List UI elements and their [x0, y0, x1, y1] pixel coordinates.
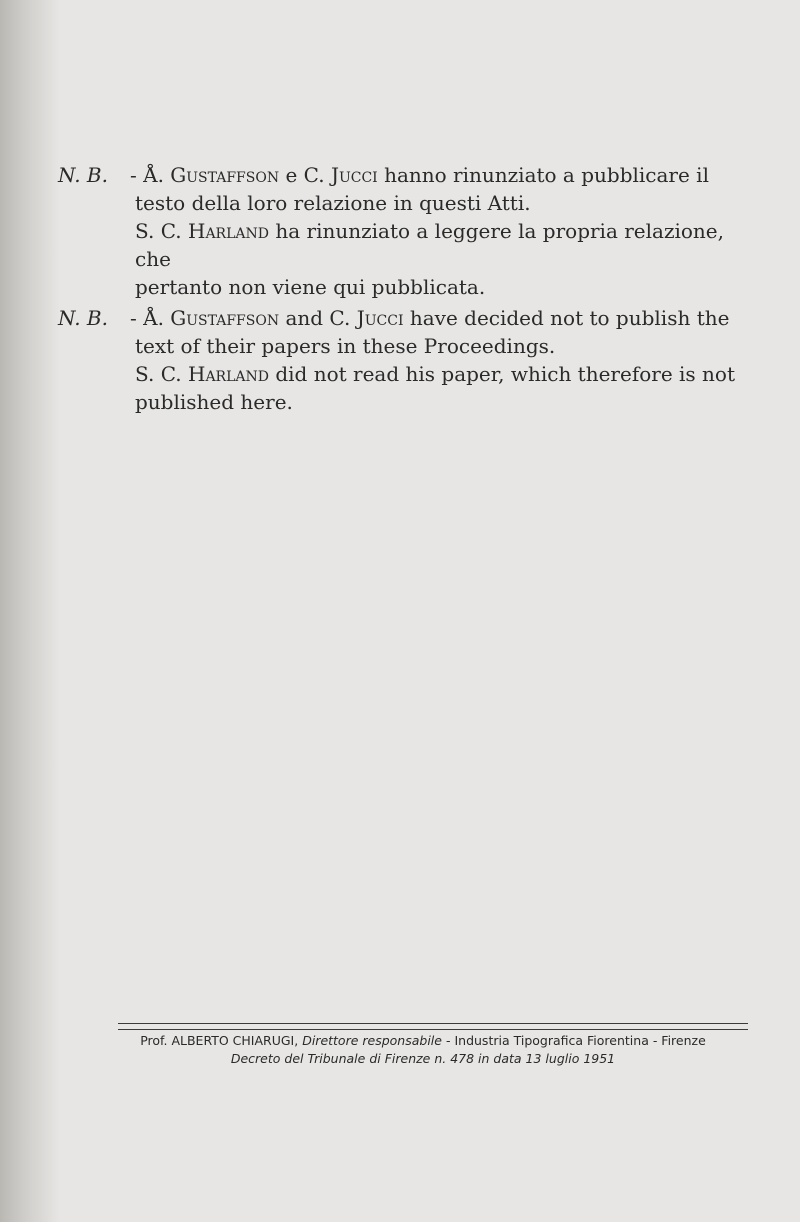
imprint-director: Prof. ALBERTO CHIARUGI, [140, 1033, 299, 1048]
note-english-line-3 [58, 360, 748, 388]
note-english-line-1 [58, 304, 748, 332]
line-3-rest: did not read his paper, which therefore is not [275, 362, 736, 386]
note-italian [58, 161, 748, 301]
author-gustaffson: Å. Gustaffson [143, 163, 280, 187]
author-jucci: C. Jucci [329, 306, 404, 330]
dash: - [130, 306, 137, 330]
note-italian-line-3 [58, 217, 748, 273]
imprint-line-1 [98, 1032, 748, 1050]
dash: - [130, 163, 137, 187]
nb-marker: N. B. [58, 163, 108, 187]
imprint-role: Direttore responsabile [302, 1033, 442, 1048]
conjunction: and [285, 306, 324, 330]
imprint-printer: Industria Tipografica Fiorentina - Firenze [454, 1033, 706, 1048]
line-1-rest: have decided not to publish the [409, 306, 730, 330]
line-1-rest: hanno rinunziato a pubblicare il [384, 163, 709, 187]
note-italian-line-2: testo della loro relazione in questi Atti. [135, 191, 531, 215]
imprint-divider [118, 1023, 748, 1030]
note-italian-line-4: pertanto non viene qui pubblicata. [135, 275, 486, 299]
author-harland: S. C. Harland [135, 219, 269, 243]
imprint-decree: Decreto del Tribunale di Firenze n. 478 in data 13 luglio 1951 [230, 1051, 616, 1066]
note-english-line-2: text of their papers in these Proceedings. [135, 334, 556, 358]
author-gustaffson: Å. Gustaffson [143, 306, 280, 330]
imprint-sep: - [445, 1033, 451, 1048]
imprint [98, 1032, 748, 1068]
author-jucci: C. Jucci [303, 163, 378, 187]
nb-marker: N. B. [58, 306, 108, 330]
page-edge-shadow [0, 0, 60, 1222]
note-italian-line-1 [58, 161, 748, 189]
conjunction: e [285, 163, 298, 187]
line-3-rest: ha rinunziato a leggere la propria relazione, che [135, 219, 724, 271]
note-english-line-4: published here. [135, 390, 293, 414]
author-harland: S. C. Harland [135, 362, 269, 386]
note-english [58, 304, 748, 416]
